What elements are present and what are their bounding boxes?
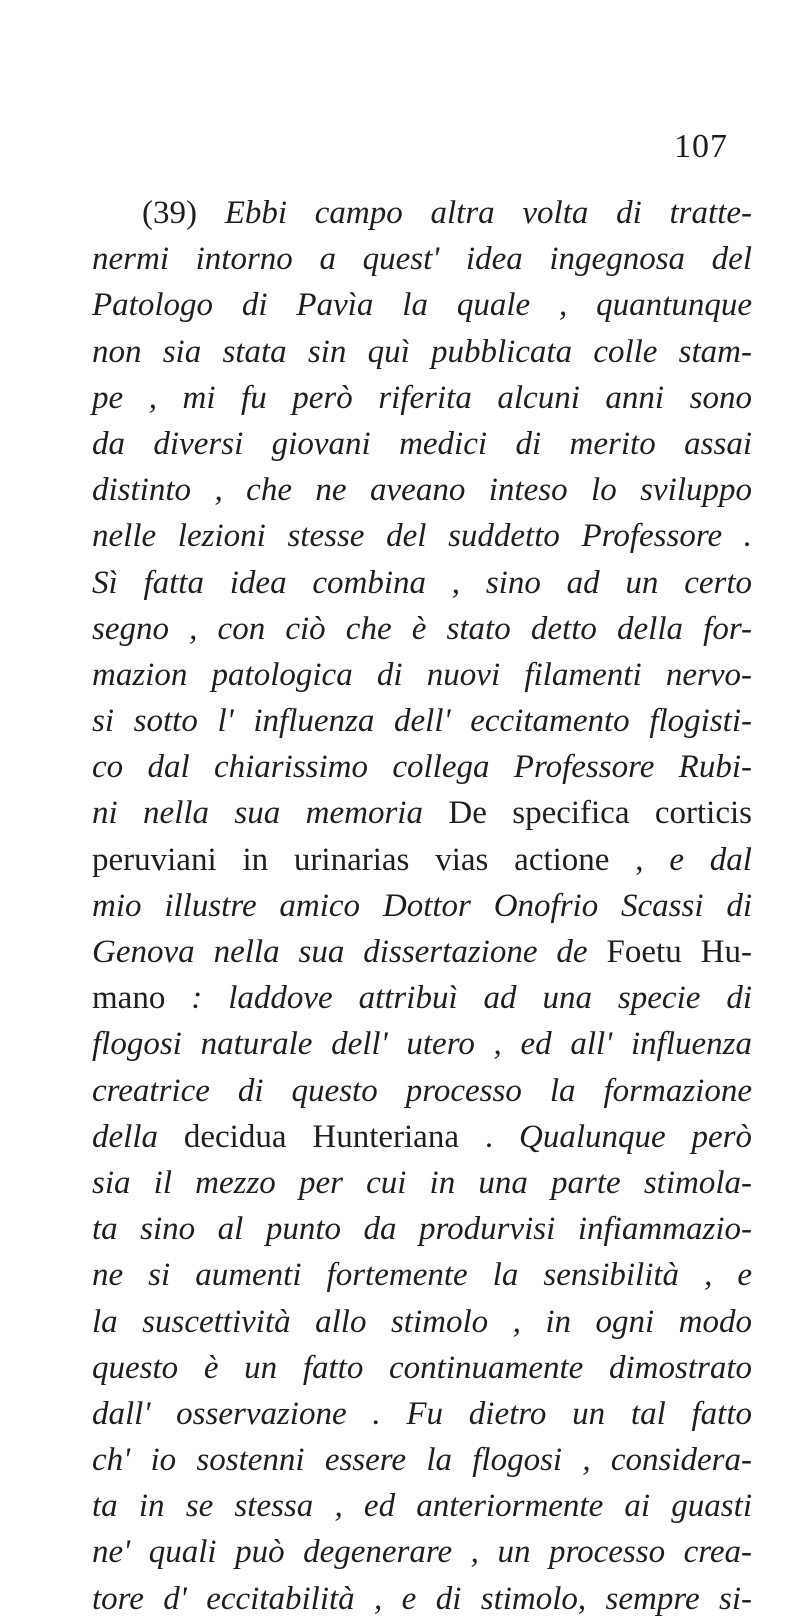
text-line [92,837,752,883]
text-segment: creatrice di questo processo la formazione [92,1072,752,1109]
text-line [92,467,752,513]
text-line [92,652,752,698]
text-segment: flogosi naturale dell' utero , ed all' influenza [92,1026,752,1063]
text-segment: pe , mi fu però riferita alcuni anni sono [92,379,752,416]
text-line [92,329,752,375]
text-segment: ne' quali può degenerare , un processo crea- [92,1534,752,1571]
text-line [92,190,752,236]
text-segment: ch' io sostenni essere la flogosi , considera- [92,1442,752,1479]
text-segment: della [92,1118,184,1155]
text-line [92,1529,752,1575]
text-line [92,375,752,421]
text-line [92,1021,752,1067]
text-line [92,1345,752,1391]
text-line [92,513,752,559]
text-line [92,744,752,790]
text-segment: Patologo di Pavìa la quale , quantunque [92,287,752,324]
text-segment: dall' osservazione . Fu dietro un tal fatto [92,1395,752,1432]
text-segment: si sotto l' influenza dell' eccitamento flogisti- [92,703,752,740]
text-segment: tore d' eccitabilità , e di stimolo, sempre si- [92,1580,752,1617]
text-segment: ta in se stessa , ed anteriormente ai guasti [92,1488,752,1525]
text-segment: Qualunque però [518,1118,753,1155]
text-segment: peruviani in urinarias vias actione , [92,841,670,878]
text-line [92,929,752,975]
text-segment: mazion patologica di nuovi filamenti nervo- [92,656,752,693]
text-line [92,421,752,467]
text-line [92,1576,752,1622]
text-line [92,1068,752,1114]
text-segment: ta sino al punto da produrvisi infiammazio- [92,1211,752,1248]
text-line [92,1299,752,1345]
text-segment: De specifica corticis [448,795,752,832]
text-line [92,1391,752,1437]
text-segment: e dal [669,841,752,878]
body-text [92,190,752,1622]
text-line [92,975,752,1021]
text-line [92,1206,752,1252]
text-segment: nermi intorno a quest' idea ingegnosa del [92,241,752,278]
text-segment: non sia stata sin quì pubblicata colle stam- [92,333,752,370]
text-line [92,1160,752,1206]
text-line [92,282,752,328]
text-segment: distinto , che ne aveano inteso lo sviluppo [92,472,752,509]
text-segment: ne si aumenti fortemente la sensibilità , e [92,1257,752,1294]
text-segment: decidua Hunteriana . [183,1118,519,1155]
text-segment: segno , con ciò che è stato detto della for- [92,610,752,647]
text-segment: questo è un fatto continuamente dimostrato [92,1349,752,1386]
text-segment: (39) [142,195,225,231]
text-segment: da diversi giovani medici di merito assai [92,425,752,462]
page-number: 107 [674,128,728,165]
text-line [92,560,752,606]
text-segment: mio illustre amico Dottor Onofrio Scassi di [92,887,752,924]
text-segment: nelle lezioni stesse del suddetto Professore . [92,518,752,555]
text-segment: Sì fatta idea combina , sino ad un certo [92,564,752,601]
text-line [92,1252,752,1298]
text-segment: sia il mezzo per cui in una parte stimola- [92,1164,752,1201]
text-segment: ni nella sua memoria [92,795,449,832]
text-line [92,1114,752,1160]
text-line [92,1437,752,1483]
text-line [92,606,752,652]
text-line [92,883,752,929]
text-segment: la suscettività allo stimolo , in ogni modo [92,1303,752,1340]
text-segment: : laddove attribuì ad una specie di [191,980,752,1017]
text-line [92,698,752,744]
text-line [92,236,752,282]
text-segment: co dal chiarissimo collega Professore Rubi- [92,749,752,786]
text-line [92,790,752,836]
text-segment: Genova nella sua dissertazione de [92,934,607,970]
text-segment: Foetu Hu- [606,934,752,970]
text-line [92,1483,752,1529]
text-segment: Ebbi campo altra volta di tratte- [224,195,752,231]
text-segment: mano [92,980,192,1017]
